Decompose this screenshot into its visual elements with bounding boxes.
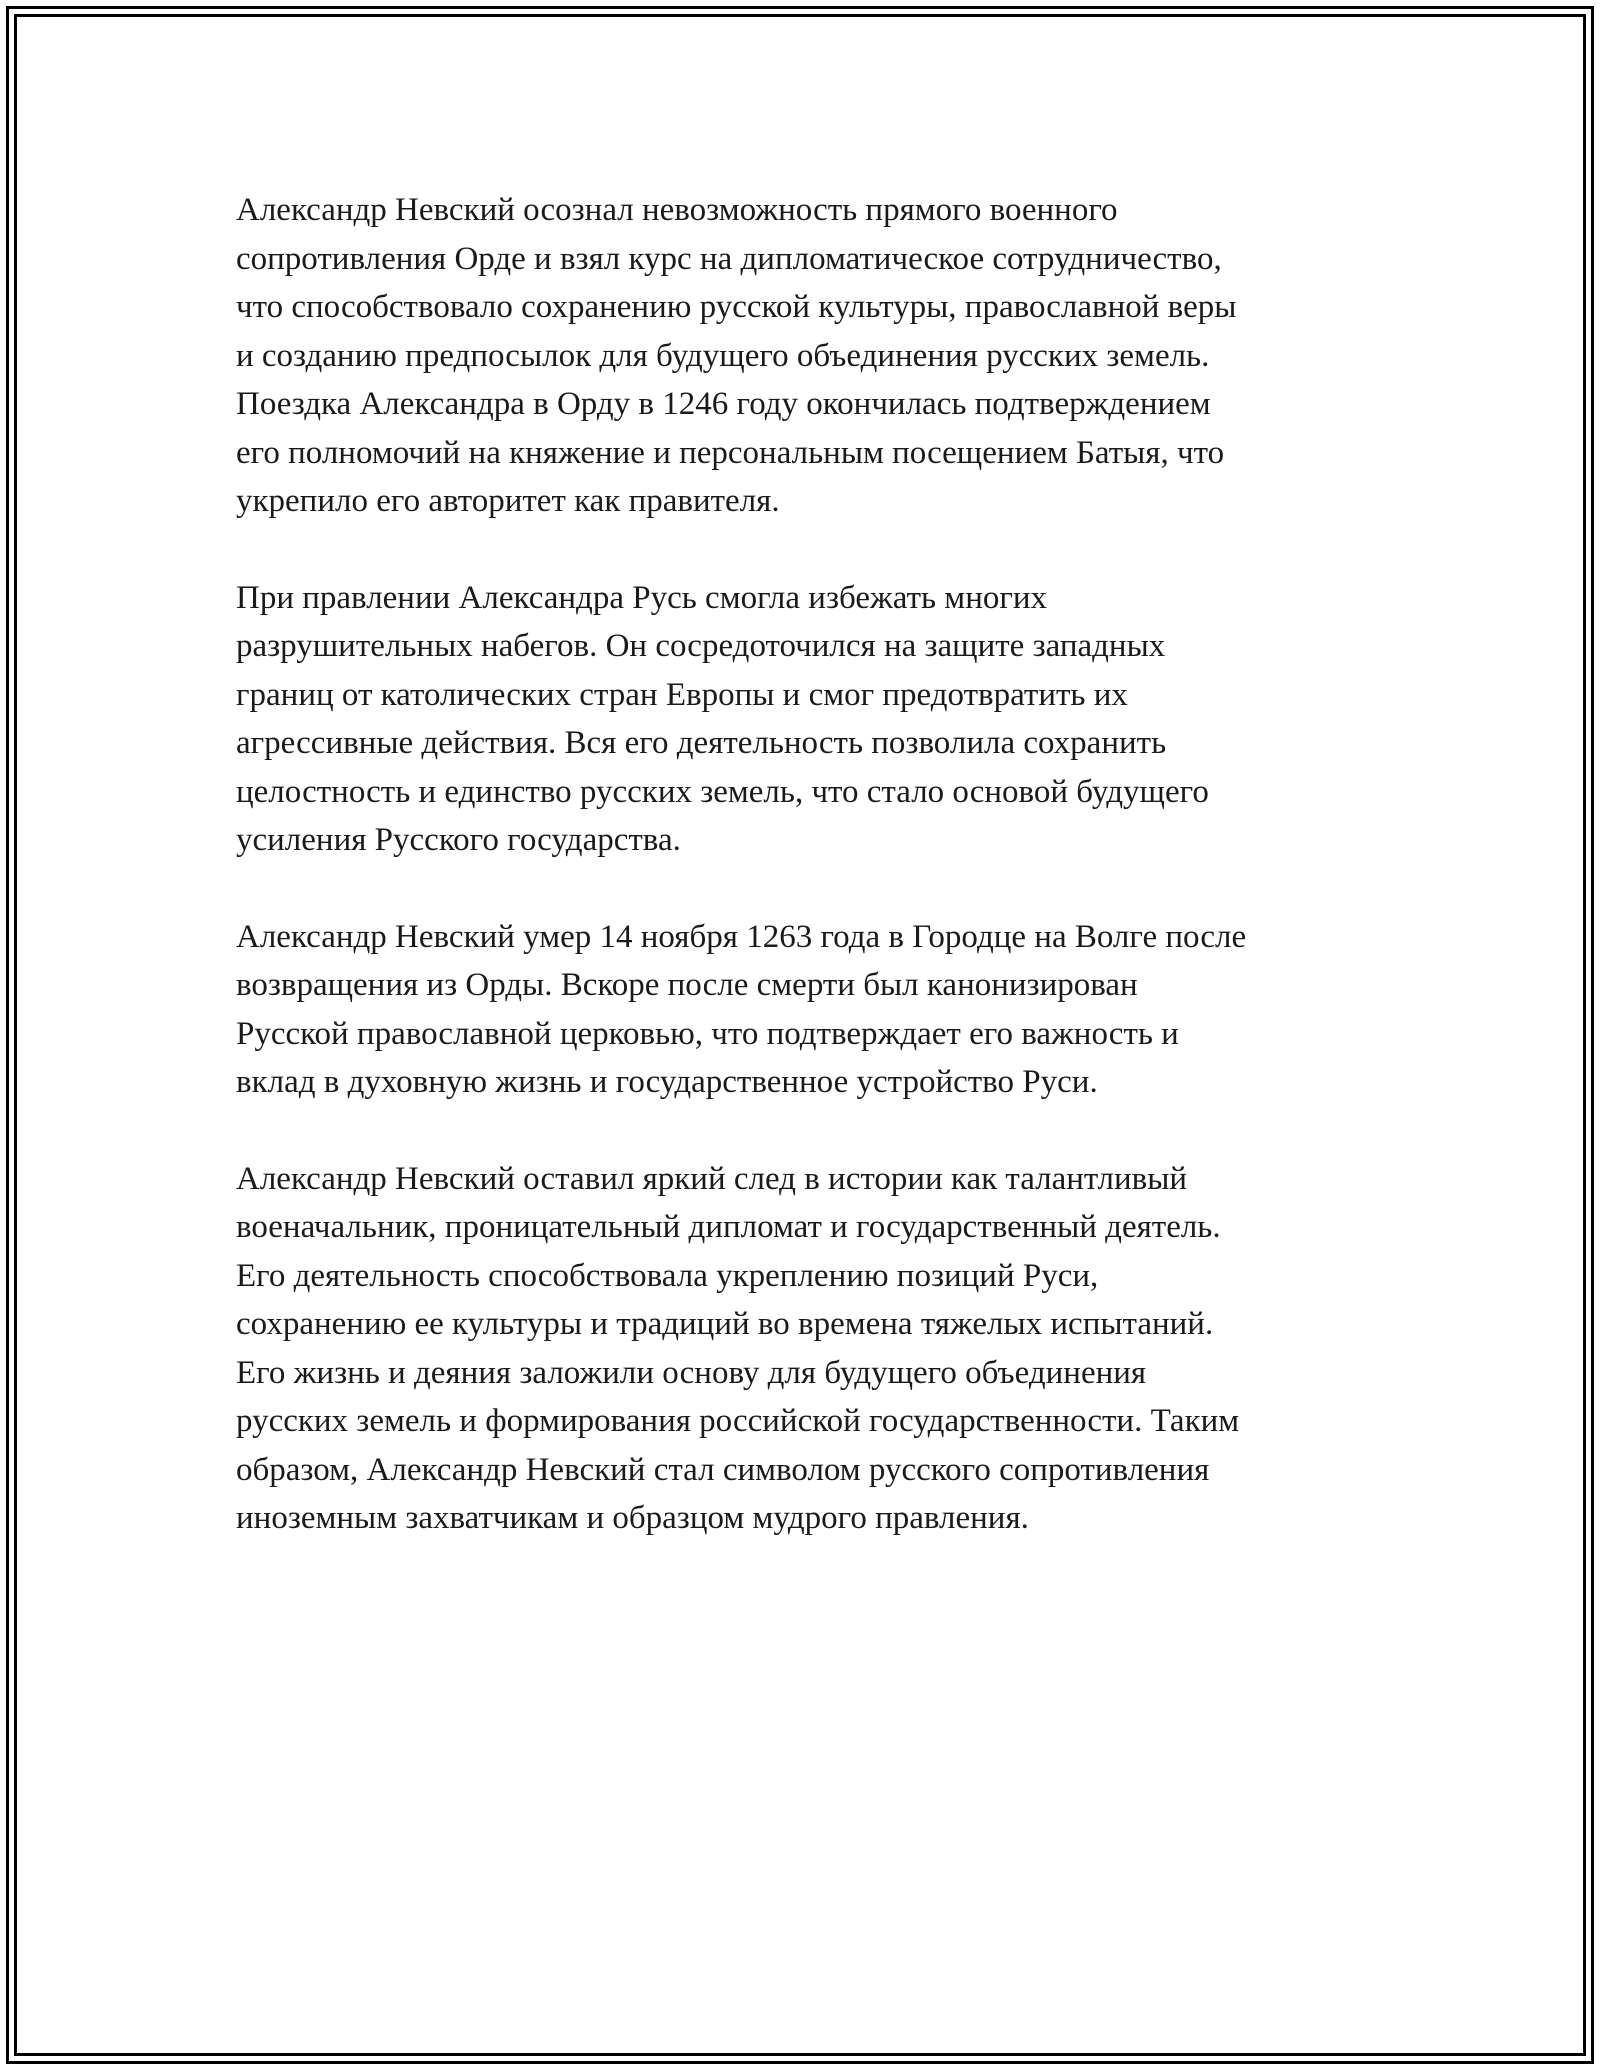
paragraph-1: Александр Невский осознал невозможность прямого военного сопротивления Орде и взял курс на дипломатическое сотрудничество, что способствовало сохранению русской культуры, православной веры и созданию предпосылок для будущего объединения русских земель. Поездка Александра в Орду в 1246 году окончилась подтверждением его полномочий на княжение и персональным посещением Батыя, что укрепило его авторитет как правителя.: [236, 192, 1237, 519]
paragraph-4: Александр Невский оставил яркий след в истории как талантливый военачальник, проницательный дипломат и государственный деятель. Его деятельность способствовала укреплению позиций Руси, сохранению ее культуры и традиций во времена тяжелых испытаний. Его жизнь и деяния заложили основу для будущего объединения русских земель и формирования российской государственности. Таким образом, Александр Невский стал символом русского сопротивления иноземным захватчикам и образцом мудрого правления.: [236, 1160, 1240, 1536]
document-body: [236, 186, 1386, 1591]
paragraph-2: При правлении Александра Русь смогла избежать многих разрушительных набегов. Он сосредоточился на защите западных границ от католических стран Европы и смог предотвратить их агрессивные действия. Вся его деятельность позволила сохранить целостность и единство русских земель, что стало основой будущего усиления Русского государства.: [236, 579, 1209, 858]
paragraph-3: Александр Невский умер 14 ноября 1263 года в Городце на Волге после возвращения из Орды. Вскоре после смерти был канонизирован Русской православной церковью, что подтверждает его важность и вклад в духовную жизнь и государственное устройство Руси.: [236, 918, 1247, 1100]
